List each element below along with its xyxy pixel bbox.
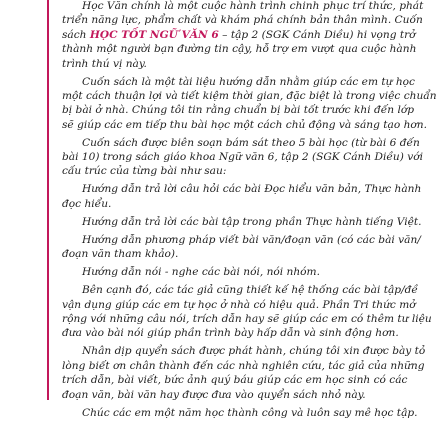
text-line: đoạn văn tham khảo). [62,248,179,261]
paragraph [62,215,422,229]
paragraph [62,75,437,133]
text-line: đưa vào bài nói giúp phần trình bày hấp dẫn và sinh động hơn. [62,327,399,340]
text-line: Hướng dẫn phương pháp viết bài văn/đoạn văn (có các bài văn/ [82,233,421,246]
paragraph [62,265,400,279]
paragraph [62,283,432,341]
text-line: Hướng dẫn trả lời các bài tập trong phần Thực hành tiếng Việt. [82,215,422,228]
paragraph [62,406,418,420]
text-line: đoạn văn, bài văn hay được đưa vào quyển sách nhỏ này. [62,388,366,401]
text-line: trình thú vị này. [62,57,147,70]
text-line: bài 10) trong sách giáo khoa Ngữ văn 6, tập 2 (SGK Cánh Diều) với [62,151,423,164]
text-line: đọc hiểu. [62,197,112,210]
text-line: thành một người bạn đường tin cậy, hỗ trợ em vượt qua cuộc hành [62,43,417,56]
text-segment: – tập 2 (SGK Cánh Diều) hi vọng trở [218,28,416,41]
text-line: trích dẫn, bài viết, bức ảnh quý báu giúp các em học sinh có các [62,374,408,387]
book-title: HỌC TỐT NGỮ VĂN 6 [89,28,219,41]
text-segment: sách [62,28,90,41]
text-line: Hướng dẫn nói - nghe các bài nói, nói nhóm. [82,266,320,279]
text-line: Bên cạnh đó, các tác giả cũng thiết kế hệ thống các bài tập/đề [82,284,418,297]
text-line: sẽ giúp các em tiếp thu bài học một cách chủ động và sáng tạo hơn. [62,118,427,131]
paragraph [62,182,422,211]
paragraph [62,233,421,262]
paragraph [62,0,424,71]
page-margin-line [47,0,49,400]
text-line: bị bài ở nhà. Chúng tôi tin rằng chuẩn bị bài tốt trước khi đến lớp [62,104,415,117]
paragraph [62,344,426,402]
text-line: triển năng lực, phẩm chất và khám phá chính bản thân mình. Cuốn [62,14,423,27]
text-line: lòng biết ơn chân thành đến các nhà nghiên cứu, tác giả của những [62,359,425,372]
text-line [62,28,416,42]
text-line: Hướng dẫn trả lời câu hỏi các bài Đọc hiểu văn bản, Thực hành [82,183,422,196]
preface-text [62,0,437,423]
text-line: một cách thuận lợi và tiết kiệm thời gian, đặc biệt là trong việc chuẩn [62,89,437,102]
text-line: Nhân dịp quyển sách được phát hành, chúng tôi xin được bày tỏ [82,345,426,358]
text-line: Cuốn sách là một tài liệu hướng dẫn nhằm giúp các em tự học [82,75,415,88]
text-line: Chúc các em một năm học thành công và luôn say mê học tập. [82,406,418,419]
text-line: rộng với những câu nói, trích dẫn hay sẽ giúp các em có thêm tư liệu [62,312,432,325]
paragraph [62,136,423,179]
text-line: Học Văn chính là một cuộc hành trình chinh phục trí thức, phát [82,0,424,12]
text-line: vận dụng giúp các em tự học ở nhà có hiệu quả. Phần Tri thức mở [62,298,416,311]
text-line: Cuốn sách được biên soạn bám sát theo 5 bài học (từ bài 6 đến [82,136,420,149]
text-line: cấu trúc của từng bài như sau: [62,165,227,178]
